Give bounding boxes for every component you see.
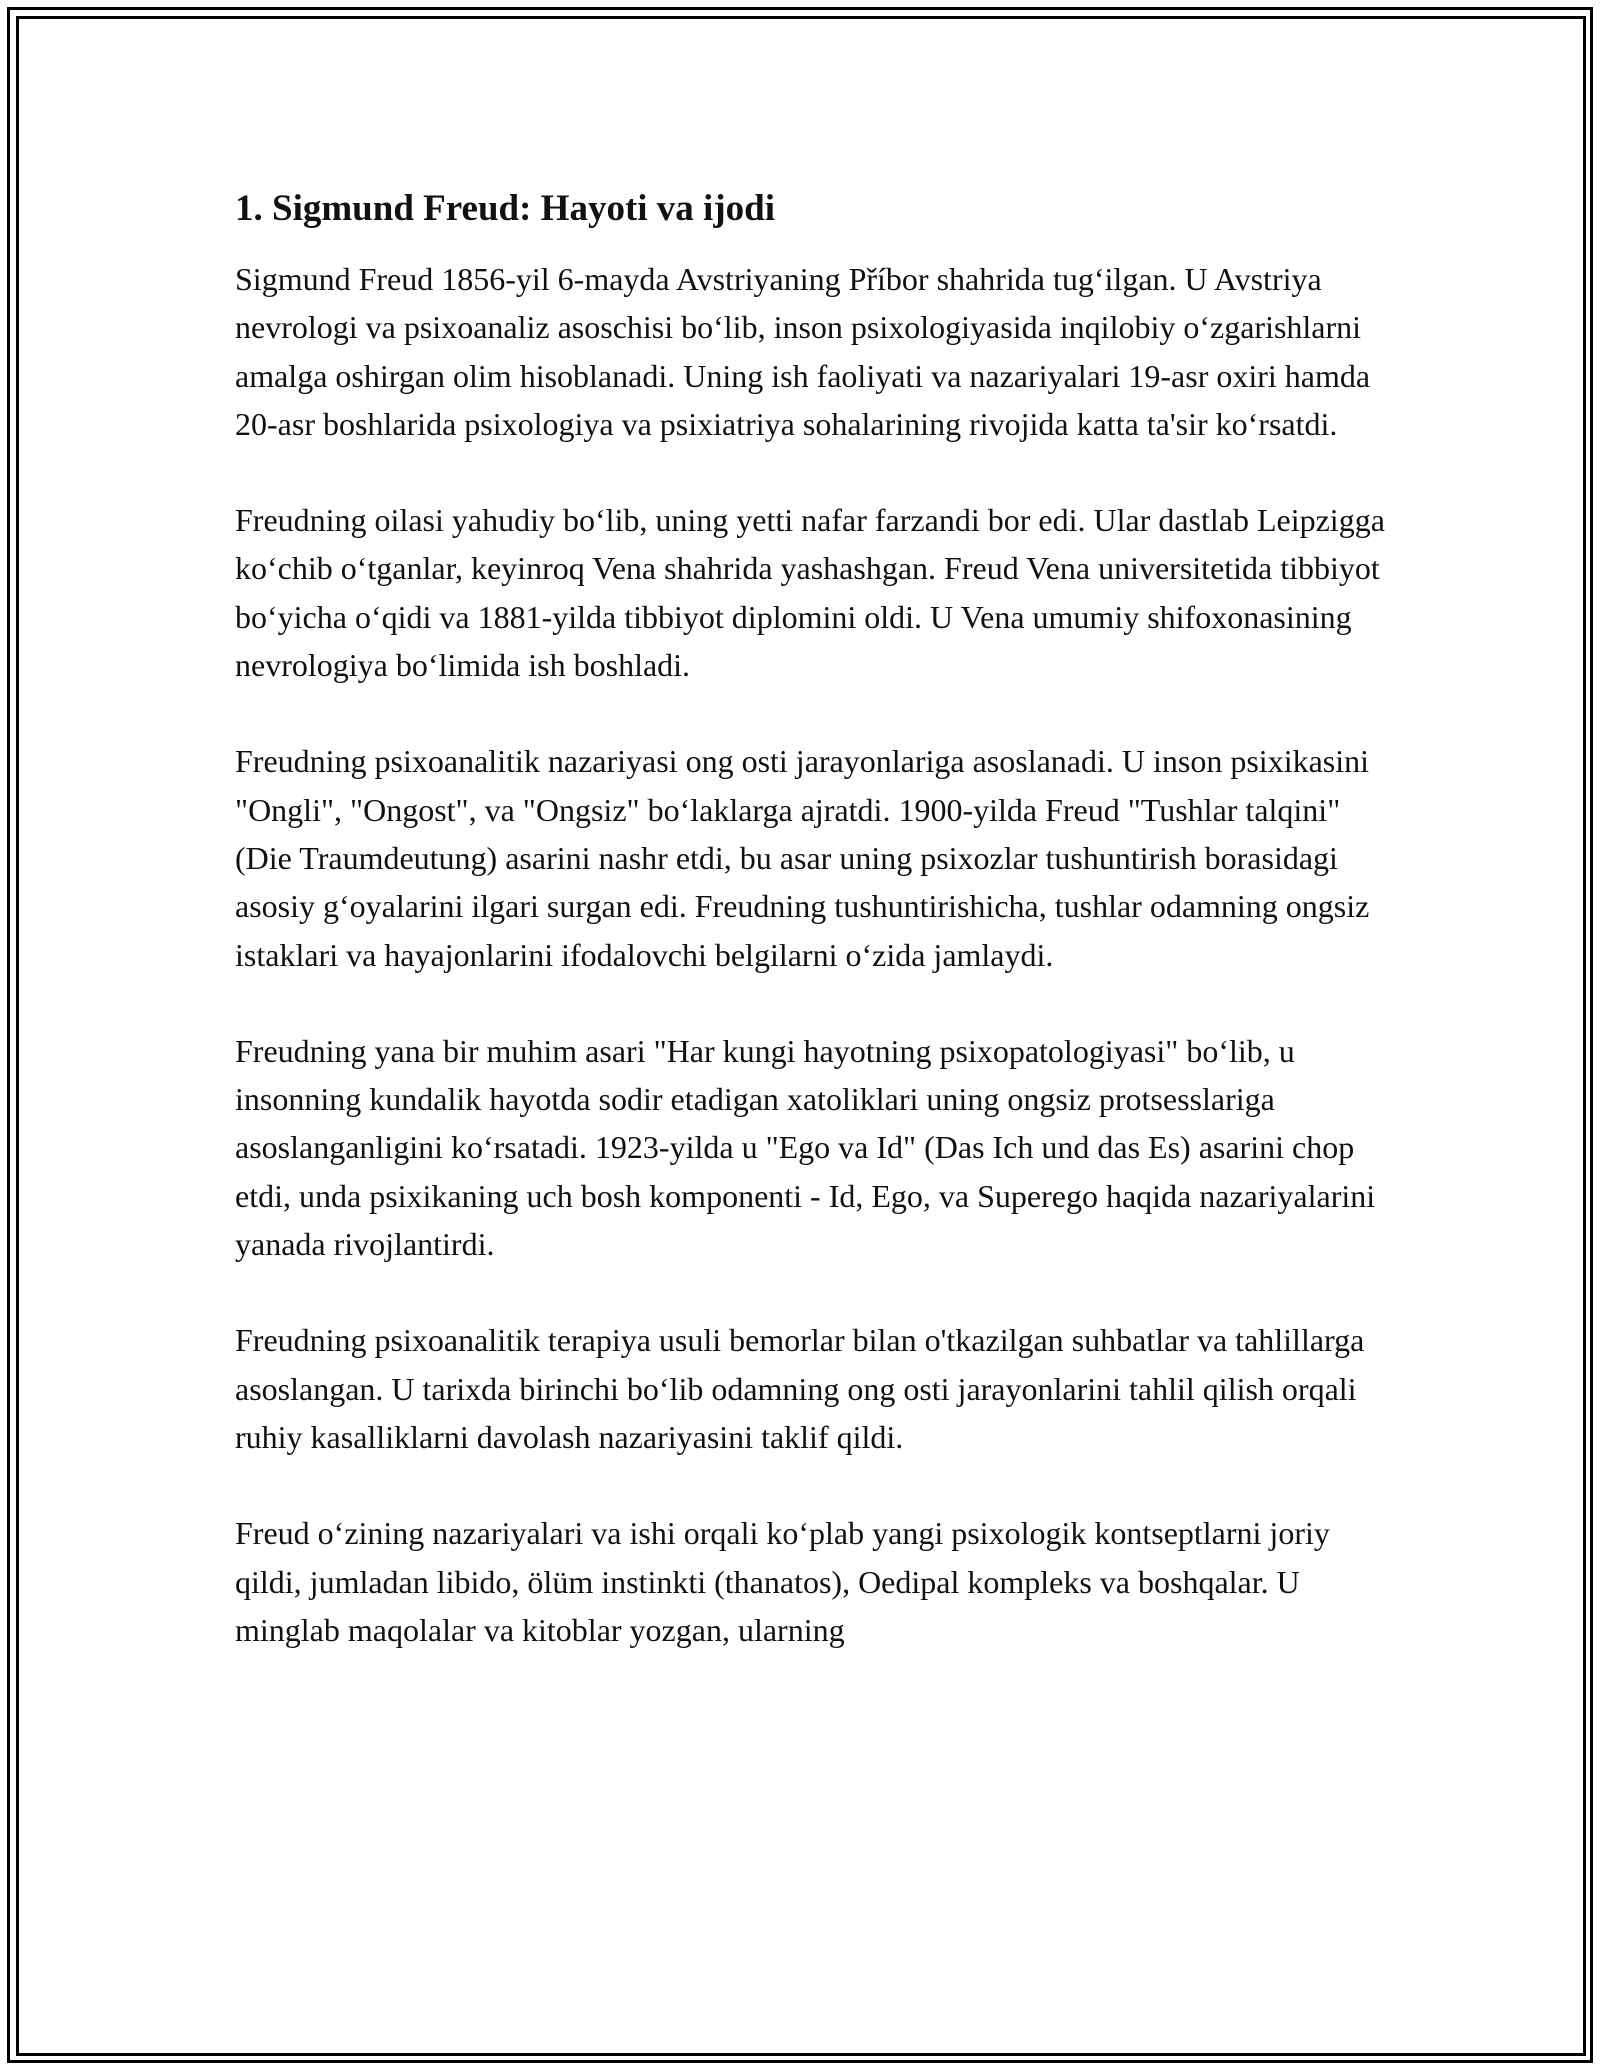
paragraph-family-education: Freudning oilasi yahudiy bo‘lib, uning yetti nafar farzandi bor edi. Ular dastlab Leipzigga ko‘chib o‘tganlar, keyinroq Vena shahrida yashashgan. Freud Vena universitetida tibbiyot bo‘yicha o‘qidi va 1881-yilda tibbiyot diplomini oldi. U Vena umumiy shifoxonasining nevrologiya bo‘limida ish boshladi. xyxy=(235,502,1385,684)
document-title: 1. Sigmund Freud: Hayoti va ijodi xyxy=(235,188,776,229)
paragraph-major-works: Freudning yana bir muhim asari "Har kungi hayotning psixopatologiyasi" bo‘lib, u insonning kundalik hayotda sodir etadigan xatoliklari uning ongsiz protsesslariga asoslanganligini ko‘rsatadi. 1923-yilda u "Ego va Id" (Das Ich und das Es) asarini chop etdi, unda psixikaning uch bosh komponenti - Id, Ego, va Superego haqida nazariyalarini yanada rivojlantirdi. xyxy=(235,1032,1376,1263)
paragraph-therapy-method: Freudning psixoanalitik terapiya usuli bemorlar bilan o'tkazilgan suhbatlar va tahlillarga asoslangan. U tarixda birinchi bo‘lib odamning ong osti jarayonlarini tahlil qilish orqali ruhiy kasalliklarni davolash nazariyasini taklif qildi. xyxy=(235,1322,1365,1455)
paragraph-concepts-legacy: Freud o‘zining nazariyalari va ishi orqali ko‘plab yangi psixologik kontseptlarni joriy qildi, jumladan libido, ölüm instinkti (thanatos), Oedipal kompleks va boshqalar. U minglab maqolalar va kitoblar yozgan, ularning xyxy=(235,1515,1330,1648)
document-body xyxy=(235,185,1385,1702)
paragraph-psychoanalytic-theory: Freudning psixoanalitik nazariyasi ong osti jarayonlariga asoslanadi. U inson psixikasini "Ongli", "Ongost", va "Ongsiz" bo‘laklarga ajratdi. 1900-yilda Freud "Tushlar talqini" (Die Traumdeutung) asarini nashr etdi, bu asar uning psixozlar tushuntirish borasidagi asosiy g‘oyalarini ilgari surgan edi. Freudning tushuntirishicha, tushlar odamning ongsiz istaklari va hayajonlarini ifodalovchi belgilarni o‘zida jamlaydi. xyxy=(235,743,1370,973)
paragraph-birth: Sigmund Freud 1856-yil 6-mayda Avstriyaning Příbor shahrida tug‘ilgan. U Avstriya nevrologi va psixoanaliz asoschisi bo‘lib, inson psixologiyasida inqilobiy o‘zgarishlarni amalga oshirgan olim hisoblanadi. Uning ish faoliyati va nazariyalari 19-asr oxiri hamda 20-asr boshlarida psixologiya va psixiatriya sohalarining rivojida katta ta'sir ko‘rsatdi. xyxy=(235,261,1371,442)
